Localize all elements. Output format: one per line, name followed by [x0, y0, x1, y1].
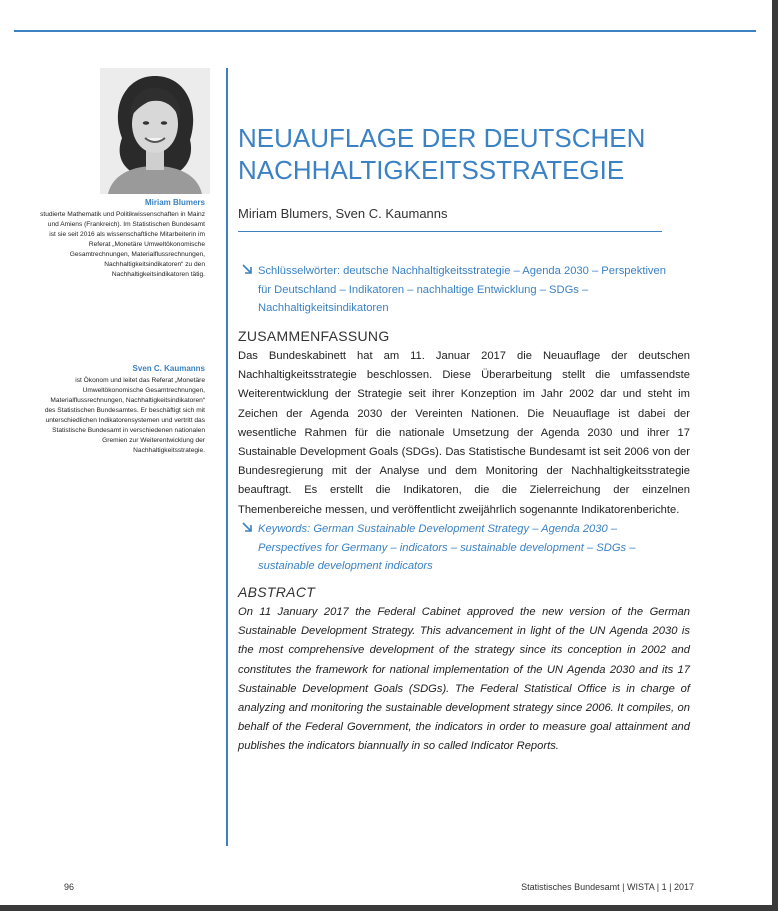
author-photo: [100, 68, 210, 194]
keywords-de: [240, 262, 678, 318]
keywords-de-text: Schlüsselwörter: deutsche Nachhaltigkeitsstrategie – Agenda 2030 – Perspektiven für Deutschland – Indikatoren – nachhaltige Entwicklung – SDGs – Nachhaltigkeitsindikatoren: [258, 265, 666, 314]
page-edge-right: [772, 0, 778, 911]
footer-source: Statistisches Bundesamt | WISTA | 1 | 2017: [521, 882, 694, 892]
arrow-down-right-icon: [240, 520, 254, 534]
author-name-1: Miriam Blumers: [144, 198, 205, 207]
column-divider: [226, 68, 228, 846]
author-bio-2: ist Ökonom und leitet das Referat „Monetäre Umweltökonomische Gesamtrechnungen, Materialflussrechnungen, Nachhaltigkeitsindikatoren“ des Statistischen Bundesamtes. Er beschäftigt sich mit unterschiedlichen Indikatorensystemen und vertritt das Statistische Bundesamt in verschiedenen nationalen Gremien zur Weiterentwicklung der Nachhaltigkeitsstrategie.: [44, 377, 205, 454]
byline-rule: [238, 231, 662, 232]
abstract-text: On 11 January 2017 the Federal Cabinet approved the new version of the German Sustainable Development Strategy. This advancement in light of the UN Agenda 2030 is the most comprehensive development of the strategy since its conception in 2002 and constitutes the framework for national implementation of the UN Agenda 2030 and its 17 Sustainable Development Goals (SDGs). The Federal Statistical Office is in charge of analyzing and monitoring the sustainable development strategy since 2006. It compiles, on behalf of the Federal Government, the indicators in order to measure goal attainment and publishes the indicators biannually in so called Indicator Reports.: [238, 606, 690, 753]
title-line-1: NEUAUFLAGE DER DEUTSCHEN: [238, 123, 646, 153]
page-number: 96: [64, 882, 75, 892]
keywords-en: [240, 520, 678, 576]
page-edge-bottom: [0, 905, 778, 911]
title-line-2: NACHHALTIGKEITSSTRATEGIE: [238, 155, 625, 185]
abstract-heading: ABSTRACT: [238, 584, 316, 600]
article-title: [238, 122, 676, 186]
summary-text: Das Bundeskabinett hat am 11. Januar 2017 die Neuauflage der deutschen Nachhaltigkeitsstrategie beschlossen. Diese Überarbeitung stellt die umfassendste Weiterentwicklung der Strategie seit ihrer Konzeption im Jahr 2002 dar und steht im Zeichen der Agenda 2030 der Vereinten Nationen. Die Neuauflage ist dabei der wesentliche Rahmen für die nationale Umsetzung der Agenda 2030 und ihrer 17 Sustainable Development Goals (SDGs). Das Statistische Bundesamt ist seit 2006 von der Bundesregierung mit der Analyse und dem Monitoring der Nachhaltigkeitsstrategie beauftragt. Es erstellt die Indikatoren, die die Zielerreichung der einzelnen Themenbereiche messen, und veröffentlicht zweijährlich sogenannte Indikatorenberichte.: [238, 350, 690, 516]
arrow-down-right-icon: [240, 262, 254, 276]
keywords-en-text: Keywords: German Sustainable Development Strategy – Agenda 2030 – Perspectives for Germany – indicators – sustainable development – SDGs – sustainable development indicators: [258, 523, 636, 572]
summary-heading: ZUSAMMENFASSUNG: [238, 328, 390, 344]
author-photo-graphic: [100, 68, 210, 194]
author-name-2: Sven C. Kaumanns: [132, 364, 205, 373]
author-bio-1: studierte Mathematik und Politikwissenschaften in Mainz und Amiens (Frankreich). Im Statistischen Bundesamt ist sie seit 2016 als wissenschaftliche Mitarbeiterin im Referat „Monetäre Umweltökonomische Gesamtrechnungen, Materialflussrechnungen, Nachhaltigkeitsindikatoren“ zu den Nachhaltigkeitsindikatoren tätig.: [40, 211, 205, 278]
byline: Miriam Blumers, Sven C. Kaumanns: [238, 206, 448, 221]
top-rule: [14, 30, 756, 32]
